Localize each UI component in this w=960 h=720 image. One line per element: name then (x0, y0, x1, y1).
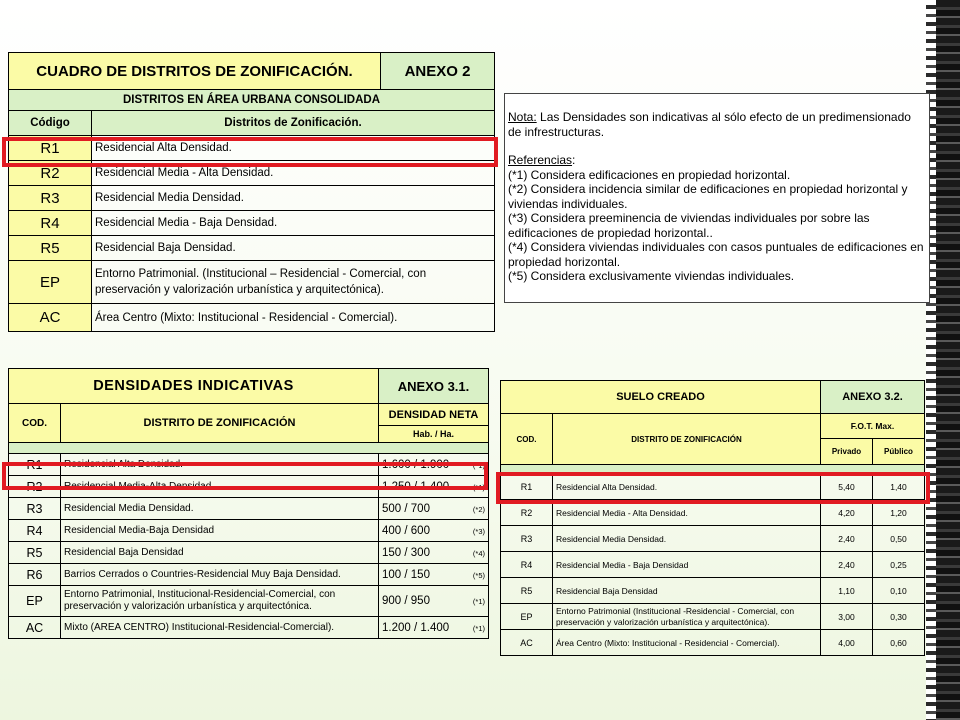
table-row (9, 498, 489, 520)
fot-public-value: 0,50 (873, 526, 925, 552)
reference-item: (*1) Considera edificaciones en propiedad horizontal. (508, 167, 791, 182)
district-name: Entorno Patrimonial, Institucional-Residencial-Comercial, con preservación y valorización urbanística y arquitectónica. (61, 586, 379, 617)
density-value: 150 / 300 (382, 546, 430, 559)
references-heading (508, 153, 926, 168)
district-code: R1 (9, 136, 92, 161)
district-name: Residencial Media Densidad. (553, 526, 821, 552)
district-name: Mixto (AREA CENTRO) Institucional-Residencial-Comercial). (61, 617, 379, 639)
table1-col-code: Código (9, 111, 92, 136)
density-value: 1.200 / 1.400 (382, 621, 450, 634)
table2-col-code: COD. (9, 404, 61, 443)
fot-public-value: 0,10 (873, 578, 925, 604)
district-code: R6 (9, 564, 61, 586)
district-name: Residencial Media - Alta Densidad. (92, 161, 495, 186)
table3-col-public: Público (873, 439, 925, 465)
district-name: Residencial Media - Baja Densidad. (92, 211, 495, 236)
density-cell (379, 617, 489, 639)
district-code: EP (501, 604, 553, 630)
district-code: R4 (501, 552, 553, 578)
table-row (501, 552, 925, 578)
table2-annex: ANEXO 3.1. (379, 369, 489, 404)
references-colon: : (572, 153, 576, 167)
district-name: Barrios Cerrados o Countries-Residencial Muy Baja Densidad. (61, 564, 379, 586)
district-name: Residencial Media - Baja Densidad (553, 552, 821, 578)
table-row (501, 526, 925, 552)
district-code: R5 (9, 236, 92, 261)
table-row (9, 564, 489, 586)
density-cell (379, 564, 489, 586)
table-row (9, 520, 489, 542)
reference-mark: (*4) (472, 548, 485, 558)
district-code: R3 (501, 526, 553, 552)
district-code: EP (9, 261, 92, 304)
district-code: R3 (9, 498, 61, 520)
district-name: Residencial Media - Alta Densidad. (553, 500, 821, 526)
fot-public-value: 0,30 (873, 604, 925, 630)
reference-mark: (*1) (472, 597, 485, 606)
district-code: R1 (9, 454, 61, 476)
district-code: R5 (9, 542, 61, 564)
district-code: R2 (9, 476, 61, 498)
density-cell (379, 498, 489, 520)
district-code: EP (9, 586, 61, 617)
zoning-districts-table (8, 52, 495, 332)
fot-private-value: 4,00 (821, 630, 873, 656)
table2-col-unit: Hab. / Ha. (379, 426, 489, 443)
table-row (9, 617, 489, 639)
density-value: 500 / 700 (382, 502, 430, 515)
fot-private-value: 5,40 (821, 474, 873, 500)
district-code: R2 (501, 500, 553, 526)
table-row (9, 586, 489, 617)
table-row (501, 578, 925, 604)
district-name: Residencial Media Densidad. (61, 498, 379, 520)
table-row (9, 186, 495, 211)
r1-highlight-box (2, 137, 498, 167)
fot-public-value: 0,60 (873, 630, 925, 656)
district-name: Entorno Patrimonial. (Institucional – Residencial - Comercial, con preservación y valorización urbanística y arquitectónica). (92, 261, 495, 304)
table-row (9, 236, 495, 261)
reference-mark: (*1) (472, 482, 485, 492)
table3-col-fot: F.O.T. Max. (821, 414, 925, 439)
table-row (9, 304, 495, 332)
fot-private-value: 1,10 (821, 578, 873, 604)
density-cell (379, 542, 489, 564)
district-code: R5 (501, 578, 553, 604)
indicative-densities-table (8, 368, 489, 639)
fot-public-value: 1,40 (873, 474, 925, 500)
references-list (508, 168, 926, 284)
density-value: 900 / 950 (382, 595, 430, 607)
table1-col-district: Distritos de Zonificación. (92, 111, 495, 136)
district-name: Residencial Baja Densidad. (92, 236, 495, 261)
district-name: Entorno Patrimonial (Institucional -Residencial - Comercial, con preservación y valorización urbanística y arquitectónica). (553, 604, 821, 630)
district-code: R4 (9, 520, 61, 542)
fot-private-value: 4,20 (821, 500, 873, 526)
district-name: Residencial Media-Alta Densidad. (61, 476, 379, 498)
table3-title: SUELO CREADO (501, 381, 821, 414)
density-value: 1.600 / 1.900 (382, 458, 450, 471)
table3-col-district: DISTRITO DE ZONIFICACIÓN (553, 414, 821, 465)
district-code: AC (501, 630, 553, 656)
table3-col-private: Privado (821, 439, 873, 465)
reference-mark: (*3) (472, 526, 485, 536)
table3-col-code: COD. (501, 414, 553, 465)
r1-highlight-box (2, 462, 488, 490)
fot-public-value: 1,20 (873, 500, 925, 526)
table2-title: DENSIDADES INDICATIVAS (9, 369, 379, 404)
density-value: 100 / 150 (382, 568, 430, 581)
table2-spacer-row (9, 443, 489, 454)
reference-item: (*5) Considera exclusivamente viviendas individuales. (508, 269, 795, 283)
district-code: AC (9, 304, 92, 332)
district-name: Residencial Alta Densidad. (553, 474, 821, 500)
district-name: Residencial Media Densidad. (92, 186, 495, 211)
table3-annex: ANEXO 3.2. (821, 381, 925, 414)
district-name: Residencial Baja Densidad (61, 542, 379, 564)
note-paragraph (508, 110, 926, 139)
table1-annex: ANEXO 2 (381, 53, 495, 90)
district-name: Residencial Alta Densidad. (61, 454, 379, 476)
note-text: Las Densidades son indicativas al sólo efecto de un predimensionado de infrestructuras. (508, 110, 911, 139)
density-cell (379, 520, 489, 542)
reference-mark: (*5) (472, 570, 485, 580)
fot-private-value: 3,00 (821, 604, 873, 630)
reference-item: (*2) Considera incidencia similar de edificaciones en propiedad horizontal y viviendas individuales. (508, 182, 908, 211)
table-row (9, 211, 495, 236)
table2-col-district: DISTRITO DE ZONIFICACIÓN (61, 404, 379, 443)
reference-item: (*4) Considera viviendas individuales con casos puntuales de edificaciones en propiedad horizontal. (508, 240, 924, 269)
r1-highlight-box (496, 472, 930, 504)
references-label: Referencias (508, 153, 573, 167)
reference-mark: (*2) (472, 504, 485, 514)
district-code: R2 (9, 161, 92, 186)
district-name: Área Centro (Mixto: Institucional - Residencial - Comercial). (553, 630, 821, 656)
district-code: R3 (9, 186, 92, 211)
district-code: AC (9, 617, 61, 639)
torn-page-edge (934, 0, 960, 720)
district-name: Residencial Media-Baja Densidad (61, 520, 379, 542)
table-row (501, 604, 925, 630)
district-name: Residencial Baja Densidad (553, 578, 821, 604)
density-value: 1.250 / 1.400 (382, 480, 450, 493)
district-code: R1 (501, 474, 553, 500)
density-cell (379, 586, 489, 617)
district-name: Área Centro (Mixto: Institucional - Residencial - Comercial). (92, 304, 495, 332)
table-row (9, 542, 489, 564)
note-label: Nota: (508, 110, 537, 124)
table1-title: CUADRO DE DISTRITOS DE ZONIFICACIÓN. (9, 53, 381, 90)
fot-private-value: 2,40 (821, 526, 873, 552)
reference-mark: (*1) (472, 460, 485, 470)
reference-item: (*3) Considera preeminencia de viviendas individuales por sobre las edificaciones de propiedad horizontal.. (508, 211, 870, 240)
table1-subtitle: DISTRITOS EN ÁREA URBANA CONSOLIDADA (9, 90, 495, 111)
district-code: R4 (9, 211, 92, 236)
notes-references-box (504, 93, 930, 303)
table-row (501, 630, 925, 656)
table-row (9, 261, 495, 304)
created-land-table (500, 380, 925, 656)
fot-private-value: 2,40 (821, 552, 873, 578)
reference-mark: (*1) (472, 623, 485, 633)
density-value: 400 / 600 (382, 524, 430, 537)
district-name: Residencial Alta Densidad. (92, 136, 495, 161)
table2-col-density: DENSIDAD NETA (379, 404, 489, 426)
fot-public-value: 0,25 (873, 552, 925, 578)
